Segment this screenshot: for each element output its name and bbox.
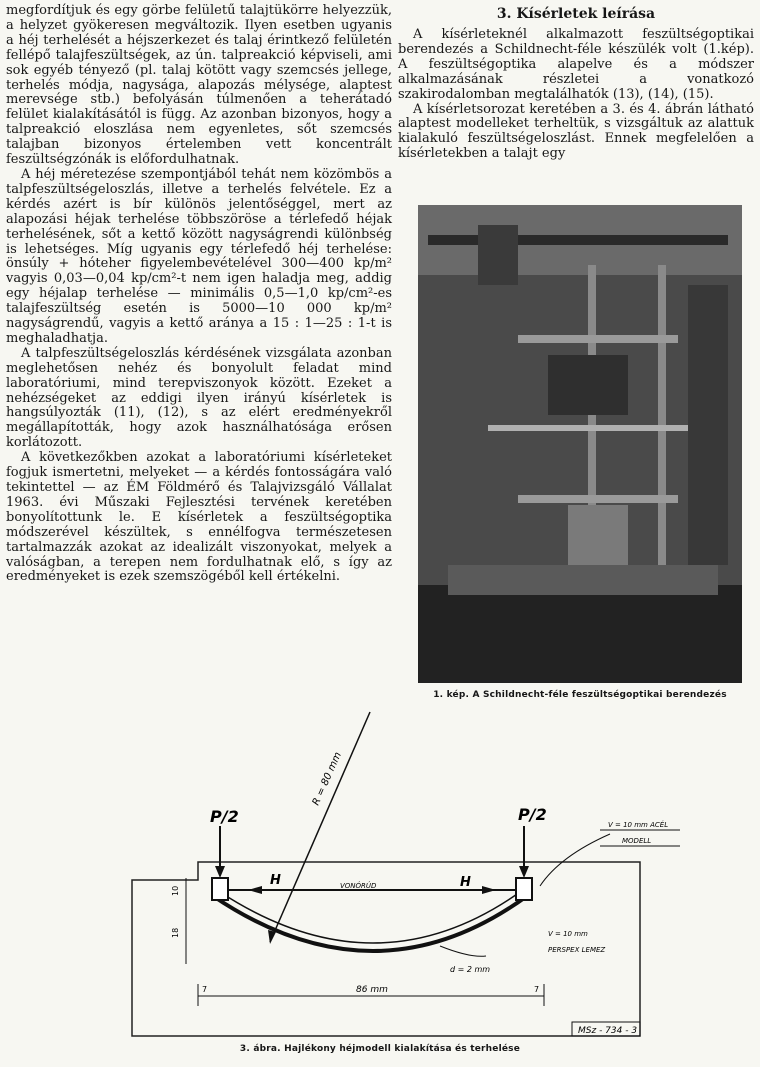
dim-height-top: 10 xyxy=(171,885,180,896)
paragraph: A héj méretezése szempontjából tehát nem közömbös a talpfeszültségeloszlás, illetve a terhelés felvétele. Ez a kérdés azért is bír különös jelentőséggel, mert az alapozási héjak terhelése többszöröse a térlefedő héjak terhelésének, sőt a kettő között nagyságrendi különbség is lehetséges. Míg ugyanis egy térlefedő héj terhelése: önsúly + hóteher figyelembevételével 300—400 kp/m² vagyis 0,03—0,04 kp/cm²-t nem igen haladja meg, addig egy héjalap terhelése — minimális 0,5—1,0 kp/cm²-es talajfeszültség esetén is 5000—10 000 kp/m² nagyságrendű, vagyis a kettő aránya a 15 : 1—25 : 1-t is meghaladhatja. xyxy=(6,166,392,346)
load-left-label: P/2 xyxy=(210,807,239,826)
plate-thickness-label: V = 10 mm xyxy=(548,930,588,938)
right-end-block xyxy=(516,878,532,900)
apparatus-photo-illustration xyxy=(418,205,742,683)
dim-right-label: 7 xyxy=(534,985,540,994)
radius-line xyxy=(270,712,370,942)
load-right-label: P/2 xyxy=(518,805,547,824)
plate-material-label: PERSPEX LEMEZ xyxy=(548,946,606,954)
photo-caption: 1. kép. A Schildnecht-féle feszültségoptikai berendezés xyxy=(433,690,727,700)
dim-left-label: 7 xyxy=(202,985,208,994)
dim-width-label: 86 mm xyxy=(356,985,388,995)
paragraph: A talpfeszültségeloszlás kérdésének vizsgálata azonban meglehetősen nehéz és bonyolult feladat mind laboratóriumi, mind terepviszonyok között. Ezeket a nehézségeket az eddigi ilyen irányú kísérletek is hangsúlyozták (11), (12), s az elért eredményekről megállapították, hogy azok használhatósága erősen korlátozott. xyxy=(6,345,392,451)
stamp-label: MSz - 734 - 3 xyxy=(578,1026,638,1036)
radius-label: R = 80 mm xyxy=(310,750,344,808)
apparatus-photo xyxy=(418,205,742,683)
force-h-right-label: H xyxy=(460,875,471,890)
left-text-column xyxy=(6,4,392,585)
section-heading: 3. Kísérletek leírása xyxy=(496,6,656,22)
paragraph: A kísérletsorozat keretében a 3. és 4. ábrán látható alaptest modelleket terheltük, s vizsgáltuk az alattuk kialakuló feszültségeloszlást. Ennek megfelelően a kísérletekben a talajt egy xyxy=(398,101,754,162)
paragraph: A kísérleteknél alkalmazott feszültségoptikai berendezés a Schildnecht-féle készülék volt (1.kép). A feszültségoptika alapelve és a módszer alkalmazásának részletei a vonatkozó szakirodalomban megtalálhatók (13), (14), (15). xyxy=(398,27,754,102)
shell-model-diagram xyxy=(0,706,760,1042)
paragraph: A következőkben azokat a laboratóriumi kísérleteket fogjuk ismertetni, melyeket — a kérdés fontosságára való tekintettel — az ÉM Földmérő és Talajvizsgáló Vállalat 1963. évi Műszaki Fejlesztési tervének keretében bonyolítottunk le. E kísérletek a feszültségoptika módszerével készültek, s ennélfogva természetesen tartalmazzák azokat az idealizált viszonyokat, melyek a valóságban, a terepen nem fordulhatnak elő, s így az eredményeket is ezek szemszögéből kell értékelni. xyxy=(6,450,392,585)
left-end-block xyxy=(212,878,228,900)
force-h-left-label: H xyxy=(270,873,281,888)
dim-height-bottom: 18 xyxy=(171,927,180,938)
model-label: MODELL xyxy=(622,837,652,845)
shell-thickness-label: d = 2 mm xyxy=(450,965,491,974)
model-spec-label: V = 10 mm ACÉL xyxy=(608,821,669,829)
right-text-column xyxy=(398,28,754,162)
figure3-caption: 3. ábra. Hajlékony héjmodell kialakítása és terhelése xyxy=(239,1044,521,1054)
paragraph: megfordítjuk és egy görbe felületű talajtükörre helyezzük, a helyzet gyökeresen megváltozik. Ilyen esetben ugyanis a héj terhelését a héjszerkezet és talaj érintkező felületén fellépő talajfeszültségek, az ún. talpreakció képviseli, ami sok egyéb tényező (pl. talaj kötött vagy szemcsés jellege, terhelés módja, nagysága, alapozás mélysége, alaptest merevsége stb.) befolyásán túlmenően a teherátadó felület kialakításától is függ. Az azonban bizonyos, hogy a talpreakció eloszlása nem egyenletes, sőt szemcsés talajban bizonyos értelemben vett koncentrált feszültségzónák is előfordulhatnak. xyxy=(6,3,392,168)
tie-rod-label: VONÓRÚD xyxy=(340,882,377,890)
